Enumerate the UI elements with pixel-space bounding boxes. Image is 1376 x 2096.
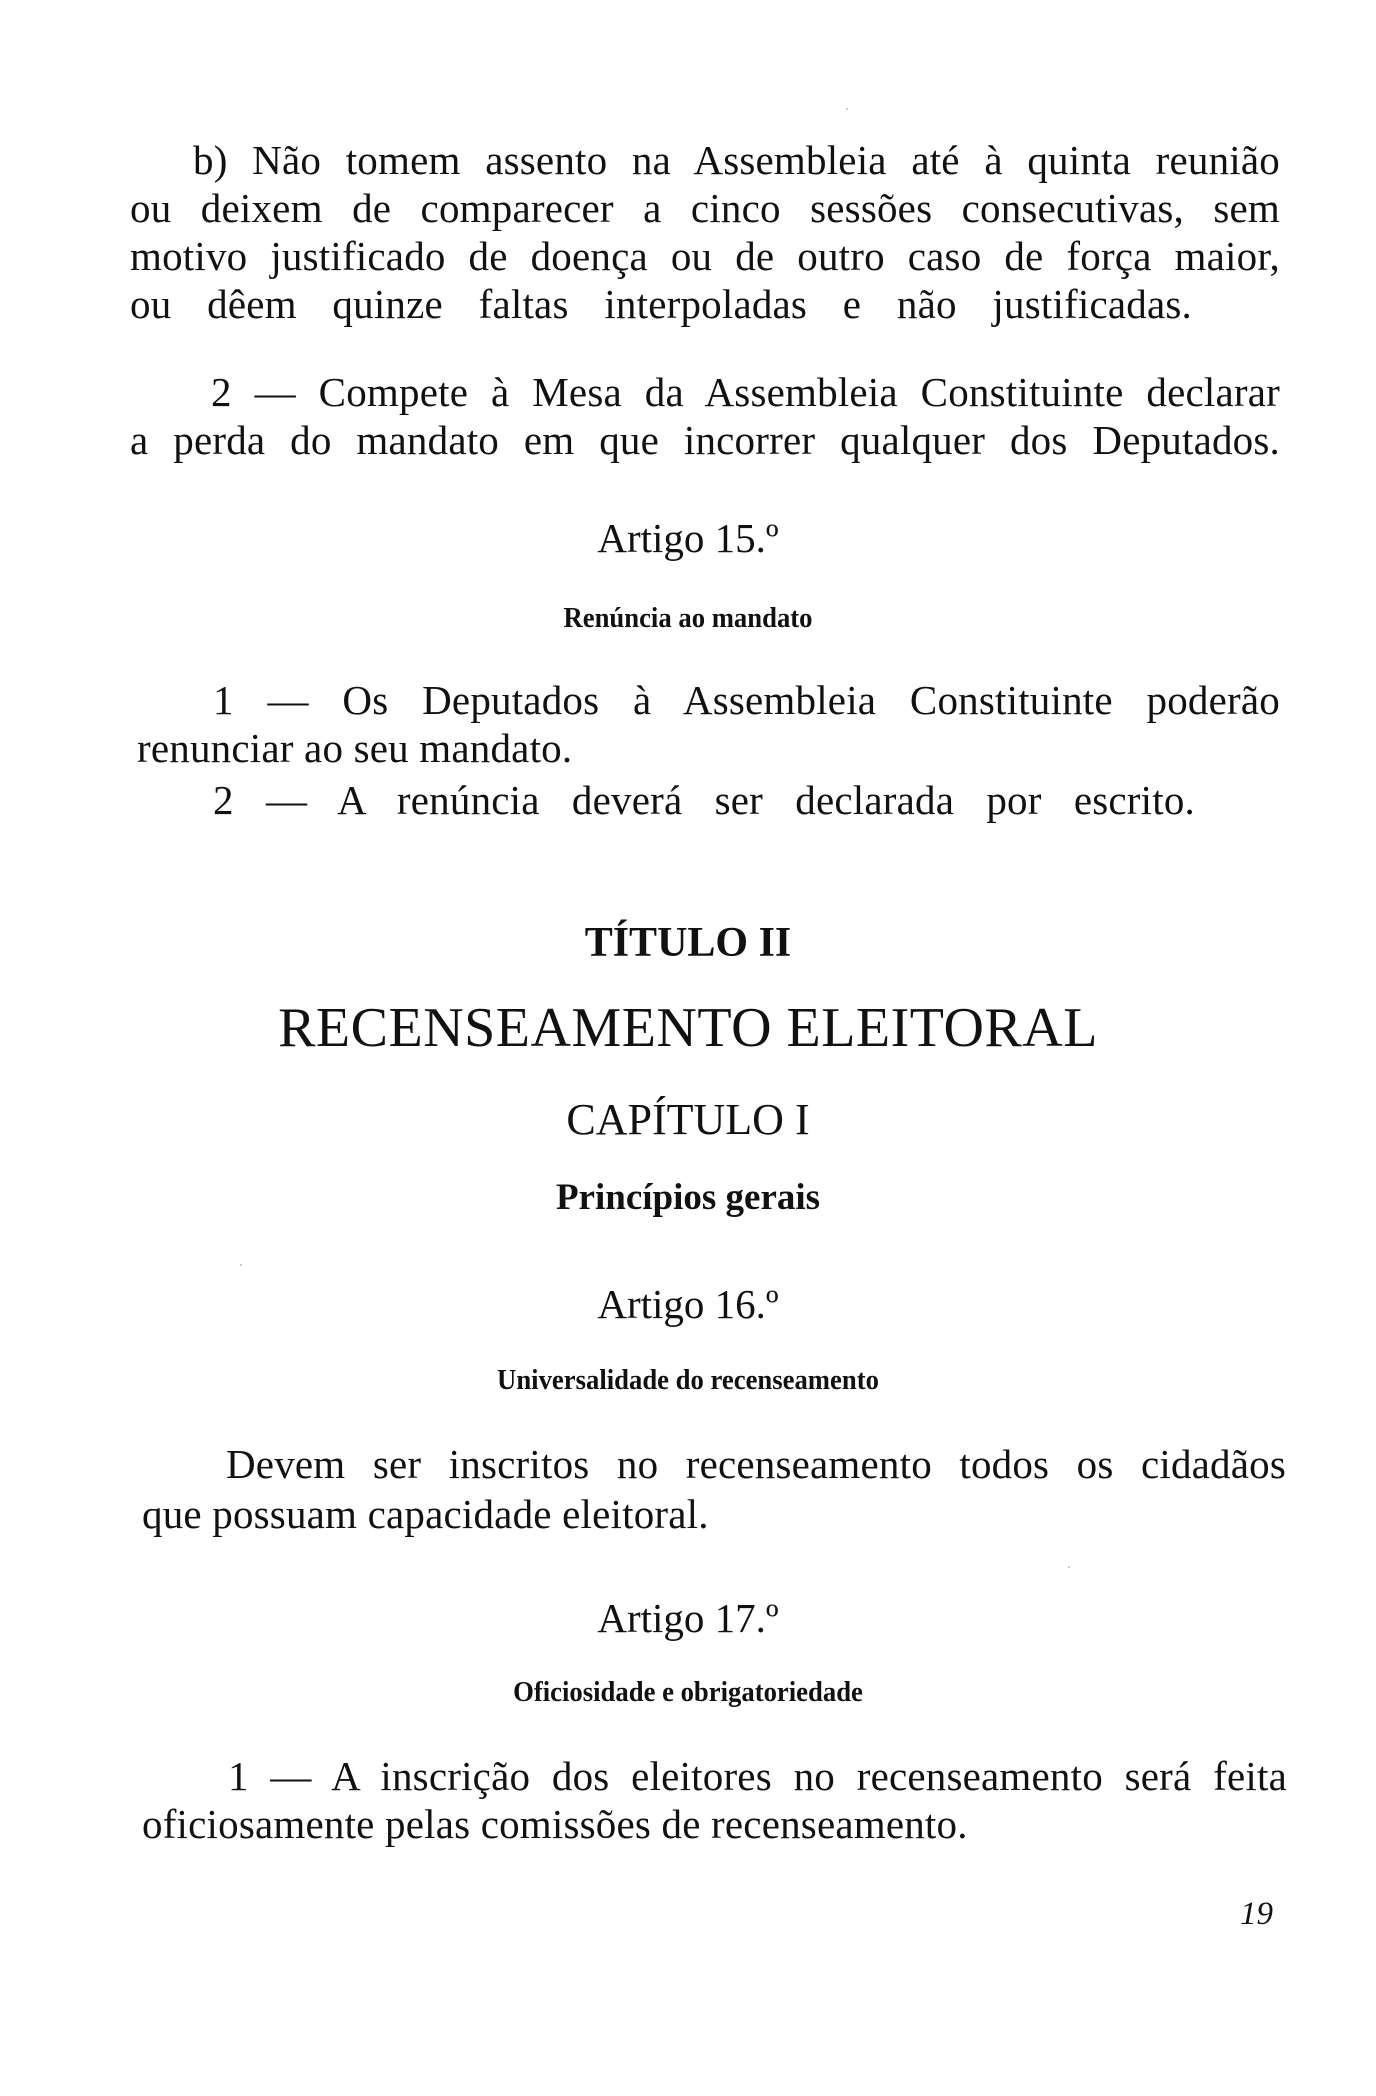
article-15-line-3: 2 — A renúncia deverá ser declarada por escrito.	[213, 777, 1195, 823]
article-15-line-2: renunciar ao seu mandato.	[137, 725, 573, 771]
paragraph-2-line-1: 2 — Compete à Mesa da Assembleia Constituinte declarar	[211, 369, 1280, 415]
page-number: 19	[1240, 1896, 1273, 1932]
paragraph-b-line-4: ou dêem quinze faltas interpoladas e não justificadas.	[130, 281, 1192, 327]
capitulo-name: Princípios gerais	[555, 1177, 821, 1218]
scan-speck	[240, 1264, 242, 1266]
article-16-line-2: que possuam capacidade eleitoral.	[142, 1491, 709, 1537]
paragraph-b-line-2: ou deixem de comparecer a cinco sessões consecutivas, sem	[130, 185, 1280, 231]
titulo-name: RECENSEAMENTO ELEITORAL	[278, 997, 1098, 1059]
paragraph-2-line-2: a perda do mandato em que incorrer qualquer dos Deputados.	[130, 417, 1280, 463]
article-16-heading: Artigo 16.º	[597, 1281, 779, 1327]
article-15-subtitle: Renúncia ao mandato	[563, 602, 813, 634]
paragraph-b-line-3: motivo justificado de doença ou de outro caso de força maior,	[130, 233, 1280, 279]
paragraph-b-line-1: b) Não tomem assento na Assembleia até à quinta reunião	[193, 137, 1280, 183]
article-17-subtitle: Oficiosidade e obrigatoriedade	[513, 1676, 863, 1708]
scan-speck	[1068, 1566, 1070, 1568]
article-15-heading: Artigo 15.º	[597, 515, 779, 561]
scan-speck	[846, 108, 848, 110]
article-17-line-2: oficiosamente pelas comissões de recenseamento.	[142, 1801, 968, 1847]
article-16-line-1: Devem ser inscritos no recenseamento todos os cidadãos	[226, 1441, 1286, 1487]
article-16-subtitle: Universalidade do recenseamento	[497, 1364, 879, 1396]
article-17-heading: Artigo 17.º	[597, 1595, 779, 1641]
capitulo-heading: CAPÍTULO I	[566, 1095, 810, 1144]
article-15-line-1: 1 — Os Deputados à Assembleia Constituinte poderão	[213, 677, 1280, 723]
article-17-line-1: 1 — A inscrição dos eleitores no recenseamento será feita	[228, 1753, 1287, 1799]
titulo-heading: TÍTULO II	[584, 920, 792, 966]
